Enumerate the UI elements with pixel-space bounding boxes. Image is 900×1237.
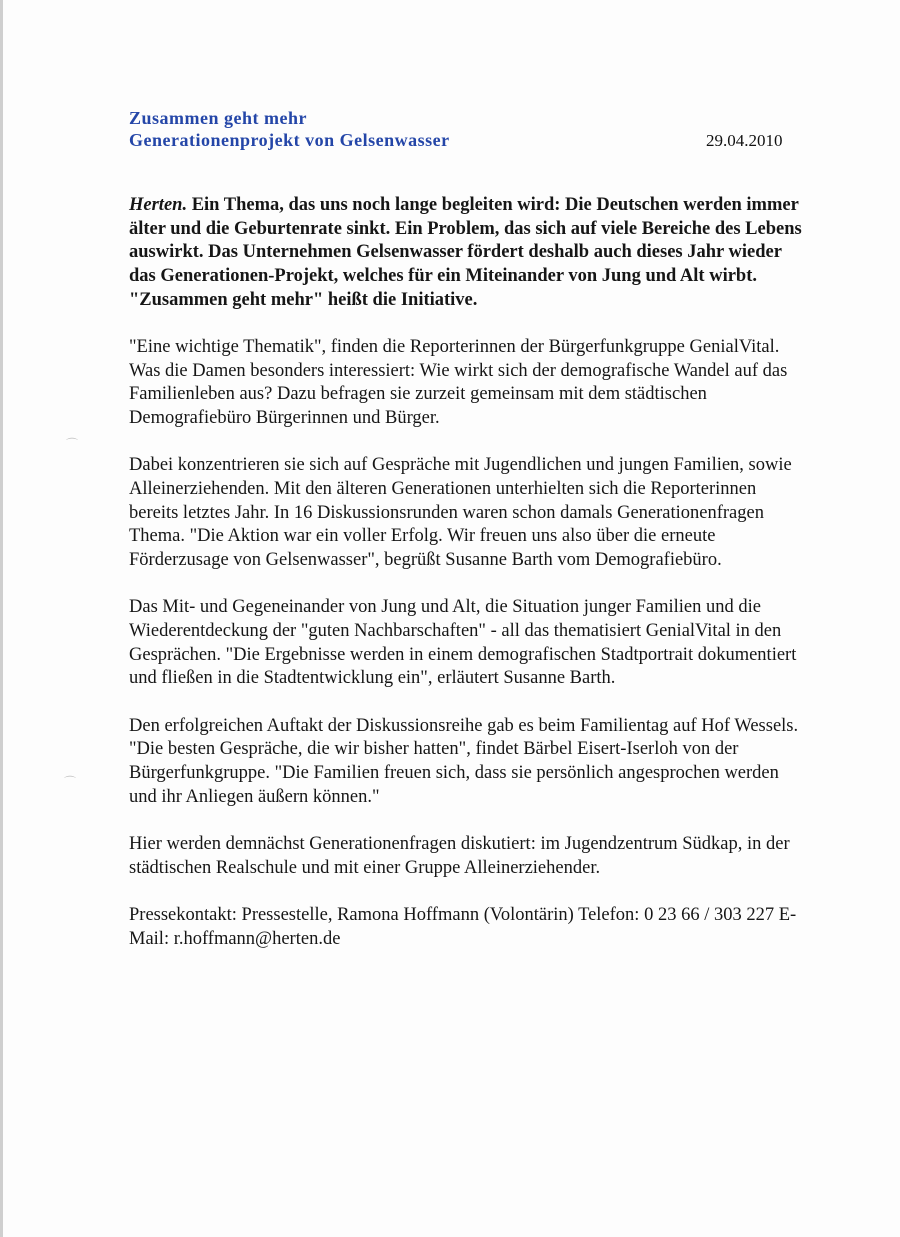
scan-speck: ⌒ [64, 775, 77, 789]
paragraph-4: Den erfolgreichen Auftakt der Diskussionsreihe gab es beim Familientag auf Hof Wessels. "Die besten Gespräche, die wir bisher hatten", findet Bärbel Eisert-Iserloh von der Bürgerfunkgruppe. "Die Familien freuen sich, dass sie persönlich angesprochen werden und ihr Anliegen äußern können." [129, 715, 799, 807]
paragraph-3: Das Mit- und Gegeneinander von Jung und Alt, die Situation junger Familien und die Wiederentdeckung der "guten Nachbarschaften" - all das thematisiert GenialVital in den Gesprächen. "Die Ergebnisse werden in einem demografischen Stadtportrait dokumentiert und fließen in die Stadtentwicklung ein", erläutert Susanne Barth. [129, 597, 797, 689]
scan-edge [0, 0, 3, 1237]
title-line-2: Generationenprojekt von Gelsenwasser [129, 130, 450, 150]
lead-place: Herten. [129, 195, 188, 215]
article-body [129, 194, 809, 975]
paragraph-5: Hier werden demnächst Generationenfragen diskutiert: im Jugendzentrum Südkap, in der städtischen Realschule und mit einer Gruppe Alleinerziehender. [129, 833, 790, 878]
paragraph-2: Dabei konzentrieren sie sich auf Gespräche mit Jugendlichen und jungen Familien, sowie Alleinerziehenden. Mit den älteren Generationen unterhielten sich die Reporterinnen bereits letztes Jahr. In 16 Diskussionsrunden waren schon damals Generationenfragen Thema. "Die Aktion war ein voller Erfolg. Wir freuen uns also über die erneute Förderzusage von Gelsenwasser", begrüßt Susanne Barth vom Demografiebüro. [129, 455, 792, 571]
paragraph-1: "Eine wichtige Thematik", finden die Reporterinnen der Bürgerfunkgruppe GenialVital. Was die Damen besonders interessiert: Wie wirkt sich der demografische Wandel auf das Familienleben aus? Dazu befragen sie zurzeit gemeinsam mit dem städtischen Demografiebüro Bürgerinnen und Bürger. [129, 337, 788, 429]
article-date: 29.04.2010 [706, 131, 783, 150]
scan-speck: ⌒ [66, 437, 79, 451]
lead-text: Ein Thema, das uns noch lange begleiten wird: Die Deutschen werden immer älter und die Geburtenrate sinkt. Ein Problem, das sich auf viele Bereiche des Lebens auswirkt. Das Unternehmen Gelsenwasser fördert deshalb auch dieses Jahr wieder das Generationen-Projekt, welches für ein Miteinander von Jung und Alt wirbt. "Zusammen geht mehr" heißt die Initiative. [129, 195, 802, 310]
article-title [129, 107, 450, 151]
title-line-1: Zusammen geht mehr [129, 108, 307, 128]
press-contact: Pressekontakt: Pressestelle, Ramona Hoffmann (Volontärin) Telefon: 0 23 66 / 303 227 E-Mail: r.hoffmann@herten.de [129, 904, 797, 949]
lead-paragraph [129, 194, 809, 313]
